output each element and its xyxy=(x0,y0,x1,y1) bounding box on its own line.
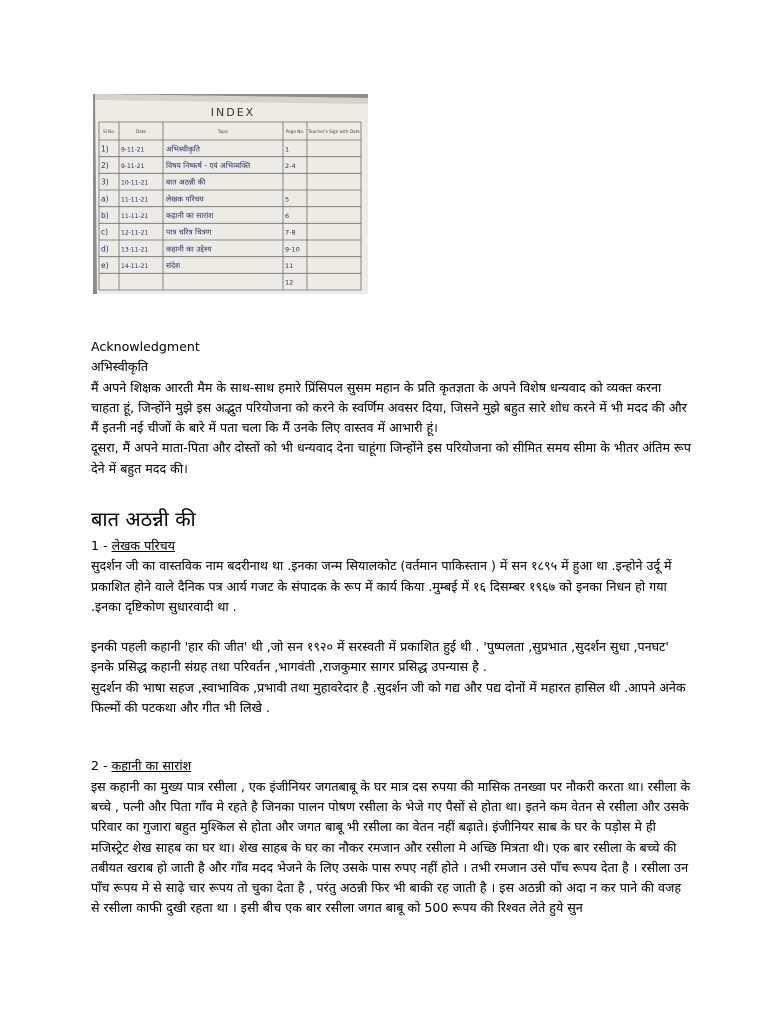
table-header-cell: Date xyxy=(135,129,147,134)
section-gap xyxy=(91,718,693,756)
index-serial-number: 3) xyxy=(101,177,109,187)
section-2-title: कहानी का सारांश xyxy=(111,758,192,774)
index-date: 11-11-21 xyxy=(121,213,149,220)
index-topic: संदेश xyxy=(166,261,181,270)
index-page-number: 12 xyxy=(285,278,294,287)
index-serial-number: b) xyxy=(101,211,109,220)
index-page-number: 7-8 xyxy=(285,228,296,237)
index-serial-number: a) xyxy=(101,194,109,204)
index-topic: विषय निष्कर्ष - एवं अभिव्यक्ति xyxy=(166,161,251,170)
index-page-number: 6 xyxy=(285,212,290,220)
table-header-cell: Topic xyxy=(217,129,229,134)
acknowledgment-title-hi: अभिस्वीकृति xyxy=(91,359,149,375)
index-heading: INDEX xyxy=(210,106,256,119)
index-topic: लेखक परिचय xyxy=(166,194,204,204)
table-header-cell: Sl.No. xyxy=(102,129,116,134)
acknowledgment-section xyxy=(91,337,693,479)
section-1-heading xyxy=(91,536,693,556)
index-serial-number: e) xyxy=(101,261,109,270)
index-topic: कहानी का सारांश xyxy=(166,211,214,220)
section-2-number: 2 - xyxy=(91,758,112,774)
index-serial-number: 1) xyxy=(101,144,109,154)
acknowledgment-title-en: Acknowledgment xyxy=(91,339,200,354)
index-page-number: 11 xyxy=(285,262,294,270)
author-bio-paragraph-2: इनकी पहली कहानी 'हार की जीत' थी ,जो सन १९२० में सरस्वती में प्रकाशित हुई थी . 'पुष्पलता ,सुप्रभात ,सुदर्शन सुधा ,पनघट' इनके प्रसिद्ध कहानी संग्रह तथा परिवर्तन ,भागवंती ,राजकुमार सागर प्रसिद्ध उपन्यास है . xyxy=(91,639,669,675)
acknowledgment-paragraph-1: मैं अपने शिक्षक आरती मैम के साथ-साथ हमारे प्रिंसिपल सुसम महान के प्रति कृतज्ञता के अपने विशेष धन्यवाद को व्यक्त करना चाहता हूं, जिन्होंने मुझे इस अद्भुत परियोजना को करने के स्वर्णिम अवसर दिया, जिसने मुझे बहुत सारे शोध करने में भी मदद की और मैं इतनी नई चीजों के बारे में पता चला कि मैं उनके लिए वास्तव में आभारी हूं। xyxy=(91,379,687,436)
index-date: 9-11-21 xyxy=(121,146,145,154)
paragraph-gap xyxy=(91,617,693,637)
section-2-heading xyxy=(91,756,693,776)
summary-paragraph: इस कहानी का मुख्य पात्र रसीला , एक इंजीनियर जगतबाबू के घर मात्र दस रुपया की मासिक तनख्वा पर नौकरी करता था। रसीला के बच्चे , पत्नी और पिता गाँव मे रहते है जिनका पालन पोषण रसीला के भेजे गए पैसों से होता था। इतने कम वेतन से रसीला और उसके परिवार का गुजारा बहुत मुश्किल से होता और जगत बाबू भी रसीला का वेतन नहीं बढ़ाते। इंजीनियर साब के घर के पड़ोस मे ही मजिस्ट्रेट शेख साहब का घर था। शेख साहब के घर का नौकर रमजान और रसीला मे अच्छि मित्रता थी। एक बार रसीला के बच्चे की तबीयत खराब हो जाती है और गाँव मदद भेजने के लिए उसके पास रुपए नहीं होते । तभी रमजान उसे पाँच रूपय देता है । रसीला उन पाँच रूपय मे से साढ़े चार रूपय तो चुका देता है , परंतु अठन्नी फिर भी बाकी रह जाती है । इस अठन्नी को अदा न कर पाने की वजह से रसीला काफी दुखी रहता था । इसी बीच एक बार रसीला जगत बाबू को 500 रूपय की रिश्वत लेते हुये सुन xyxy=(91,778,691,916)
section-1-number: 1 - xyxy=(91,538,112,553)
author-bio-paragraph-1: सुदर्शन जी का वास्तविक नाम बदरीनाथ था .इनका जन्म सियालकोट (वर्तमान पाकिस्तान ) में सन १८९५ में हुआ था .इन्होने उर्दू में प्रकाशित होने वाले दैनिक पत्र आर्य गजट के संपादक के रूप में कार्य किया .मुम्बई में १६ दिसम्बर १९६७ को इनका निधन हो गया .इनका दृष्टिकोण सुधारवादी था . xyxy=(91,558,672,614)
index-page-number: 2-4 xyxy=(285,162,296,170)
index-topic: अभिस्वीकृति xyxy=(166,144,200,154)
index-serial-number: 2) xyxy=(101,161,109,170)
index-date: 12-11-21 xyxy=(121,229,149,237)
index-page-number: 9-10 xyxy=(285,245,300,254)
index-page-number: 5 xyxy=(285,195,290,204)
index-serial-number: c) xyxy=(101,227,109,237)
index-date: 14-11-21 xyxy=(121,263,149,270)
author-bio-paragraph-3: सुदर्शन की भाषा सहज ,स्वाभाविक ,प्रभावी तथा मुहावरेदार है .सुदर्शन जी को गद्य और पद्य दोनों में महारत हासिल थी .आपने अनेक फिल्मों की पटकथा और गीत भी लिखे . xyxy=(91,679,686,716)
index-date: 10-11-21 xyxy=(121,179,149,187)
index-page-number: 1 xyxy=(285,145,290,154)
story-heading: बात अठन्नी की xyxy=(91,507,196,531)
index-topic: पात्र चरित्र चित्रण xyxy=(166,227,212,237)
index-date: 11-11-21 xyxy=(121,196,149,204)
acknowledgment-paragraph-2: दूसरा, मैं अपने माता-पिता और दोस्तों को भी धन्यवाद देना चाहूंगा जिन्होंने इस परियोजना को सीमित समय सीमा के भीतर अंतिम रूप देने में बहुत मदद की। xyxy=(91,440,691,476)
index-serial-number: d) xyxy=(101,244,109,254)
index-topic: बात अठन्नी की xyxy=(166,177,206,187)
index-register-photo xyxy=(93,94,368,294)
table-header-cell: Teacher's Sign with Date xyxy=(308,129,360,134)
table-header-cell: Page No. xyxy=(285,129,305,134)
index-date: 9-11-21 xyxy=(121,163,145,170)
index-date: 13-11-21 xyxy=(121,246,149,254)
section-1-title: लेखक परिचय xyxy=(111,538,175,553)
index-topic: कहानी का उद्देश्य xyxy=(166,244,212,254)
story-section xyxy=(91,506,693,919)
